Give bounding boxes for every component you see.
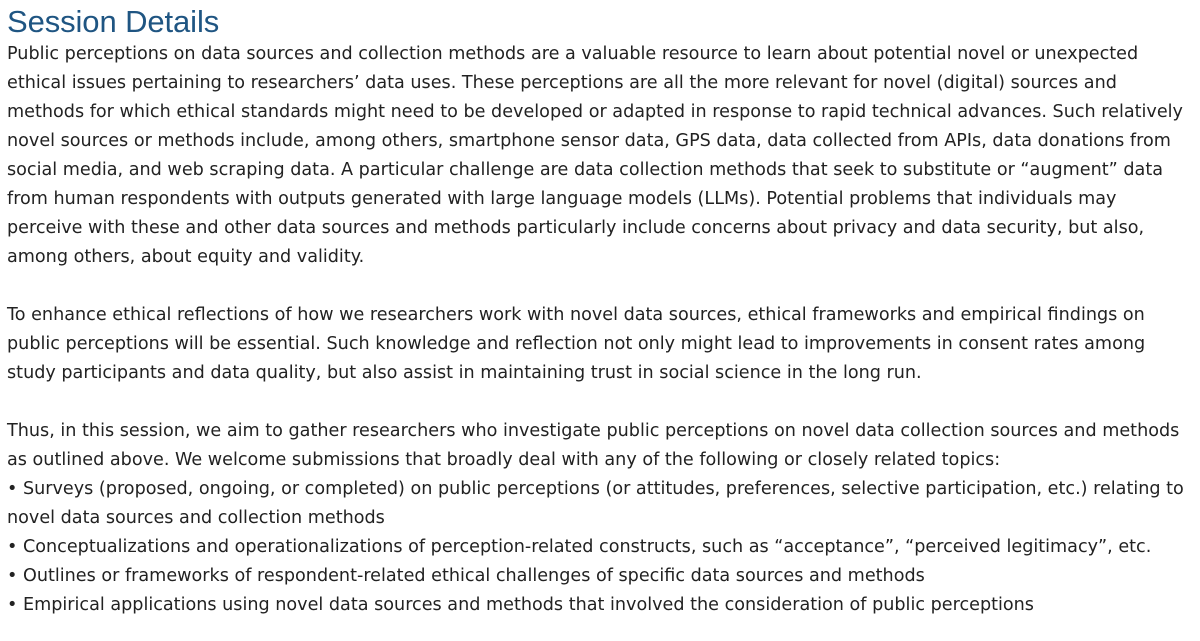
list-item: • Empirical applications using novel data sources and methods that involved the consideration of public perceptions	[7, 595, 1034, 615]
paragraph-ethics: To enhance ethical reflections of how we researchers work with novel data sources, ethical frameworks and empirical findings on public perceptions will be essential. Such knowledge and reflection not only might lead to improvements in consent rates among study participants and data quality, but also assist in maintaining trust in social science in the long run.	[7, 305, 1146, 383]
paragraph-intro: Public perceptions on data sources and collection methods are a valuable resource to learn about potential novel or unexpected ethical issues pertaining to researchers’ data uses. These perceptions are all the more relevant for novel (digital) sources and methods for which ethical standards might need to be developed or adapted in response to rapid technical advances. Such relatively novel sources or methods include, among others, smartphone sensor data, GPS data, data collected from APIs, data donations from social media, and web scraping data. A particular challenge are data collection methods that seek to substitute or “augment” data from human respondents with outputs generated with large language models (LLMs). Potential problems that individuals may perceive with these and other data sources and methods particularly include concerns about privacy and data security, but also, among others, about equity and validity.	[7, 44, 1183, 267]
page-title: Session Details	[7, 4, 220, 39]
session-description	[7, 40, 1192, 620]
paragraph-call: Thus, in this session, we aim to gather researchers who investigate public perceptions on novel data collection sources and methods as outlined above. We welcome submissions that broadly deal with any of the following or closely related topics:	[7, 421, 1180, 470]
paragraph-gap	[7, 272, 1192, 301]
paragraph-gap	[7, 388, 1192, 417]
topic-list	[7, 475, 1192, 620]
list-item: • Surveys (proposed, ongoing, or completed) on public perceptions (or attitudes, preferences, selective participation, etc.) relating to novel data sources and collection methods	[7, 479, 1184, 528]
list-item: • Conceptualizations and operationalizations of perception-related constructs, such as “acceptance”, “perceived legitimacy”, etc.	[7, 537, 1152, 557]
list-item: • Outlines or frameworks of respondent-related ethical challenges of specific data sources and methods	[7, 566, 925, 586]
